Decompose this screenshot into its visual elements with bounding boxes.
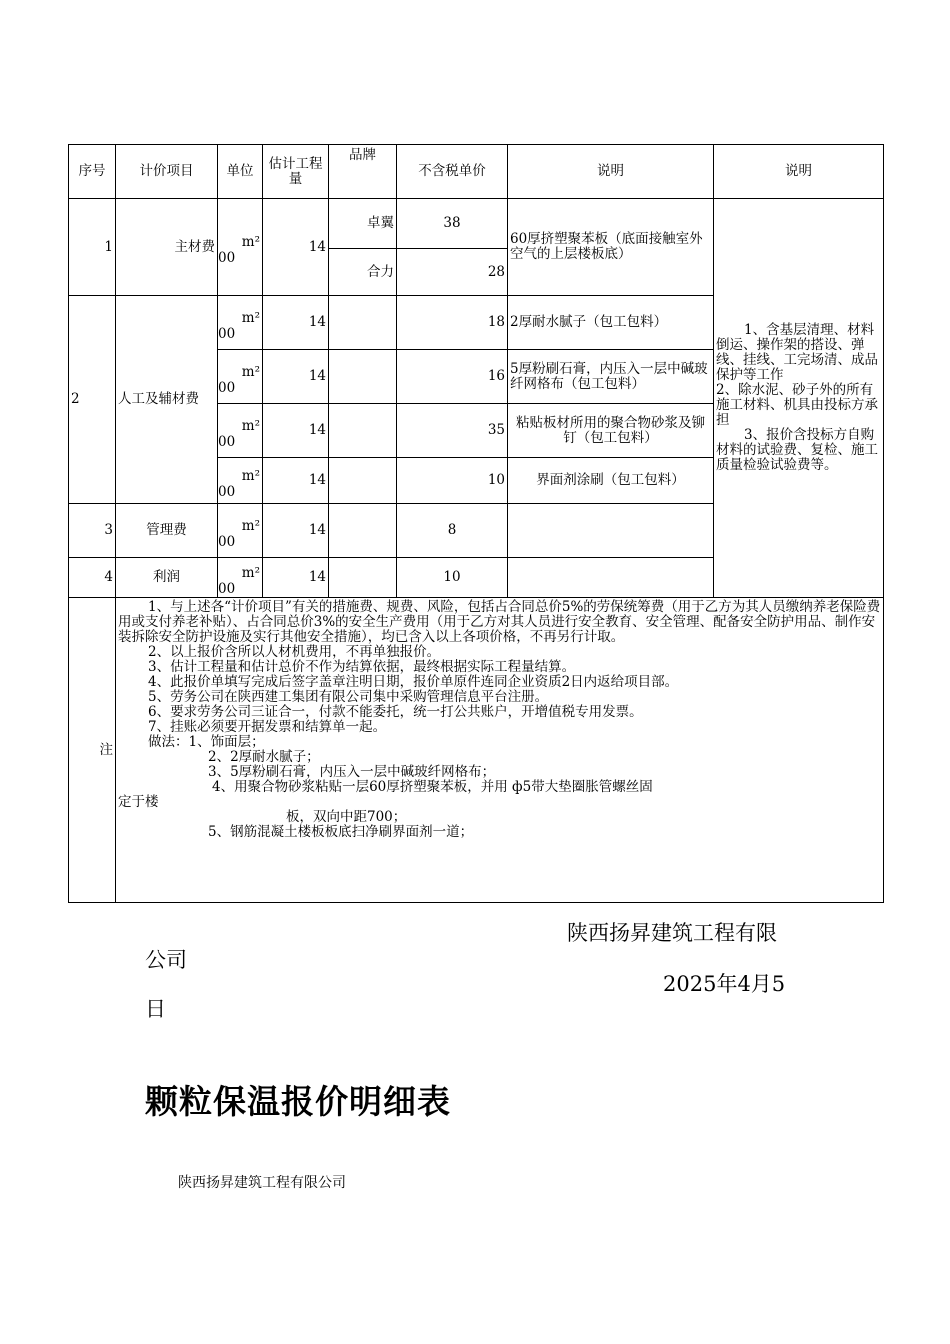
row-unit [218,199,263,296]
unit-symbol: m² [241,467,260,484]
method-3: 3、5厚粉刷石膏，内压入一层中碱玻纤网格布； [208,764,496,780]
header-brand: 品牌 [329,145,397,199]
row-brand: 合力 [329,249,397,296]
unit-suffix: 00 [218,580,236,597]
method-5: 5、钢筋混凝土楼板板底扫净刷界面剂一道； [208,824,474,840]
row-qty: 14 [263,458,329,504]
unit-suffix: 00 [218,433,236,450]
unit-suffix: 00 [218,483,236,500]
row-item: 主材费 [116,199,218,296]
row-brand [329,296,397,350]
scope-note-2: 2、除水泥、砂子外的所有施工材料、机具由投标方承担 [716,382,878,428]
scope-note-1: 1、含基层清理、材料倒运、操作架的搭设、弹线、挂线、工完场清、成品保护等工作 [716,322,878,383]
row-desc: 界面剂涂刷（包工包料） [508,458,714,504]
unit-symbol: m² [241,309,260,326]
unit-suffix: 00 [218,379,236,396]
row-price: 18 [397,296,508,350]
row-item: 人工及辅材费 [116,296,218,504]
note-6: 6、要求劳务公司三证合一，付款不能委托，统一打公共账户，开增值税专用发票。 [148,704,643,720]
row-price: 10 [397,458,508,504]
method-2: 2、2厚耐水腻子； [208,749,320,765]
notes-label: 注 [69,598,116,903]
quote-table [68,144,884,903]
row-item: 利润 [116,558,218,598]
notes-content [116,598,884,903]
row-item: 管理费 [116,504,218,558]
unit-symbol: m² [241,517,260,534]
scope-note [714,199,884,598]
row-unit [218,504,263,558]
table-row [69,199,884,249]
row-brand [329,404,397,458]
date-line2: 日 [145,997,166,1021]
row-brand [329,558,397,598]
method-4a: 4、用聚合物砂浆粘贴一层60厚挤塑聚苯板，并用 ф5带大垫圈胀管螺丝固 [212,779,653,795]
row-qty: 14 [263,296,329,350]
row-seq: 2 [69,296,116,504]
row-unit [218,350,263,404]
row-desc [508,504,714,558]
method-4c: 板，双向中距700； [286,809,407,825]
company-name-line1: 陕西扬昇建筑工程有限 [567,921,777,945]
row-seq: 3 [69,504,116,558]
row-brand [329,350,397,404]
unit-symbol: m² [241,234,260,250]
row-brand [329,458,397,504]
unit-suffix: 00 [218,533,236,550]
header-desc2: 说明 [714,145,884,199]
header-desc: 说明 [508,145,714,199]
company-name-line2: 公司 [145,948,187,972]
date-line1: 2025年4月5 [663,972,786,996]
row-unit [218,296,263,350]
row-qty: 14 [263,558,329,598]
row-desc: 2厚耐水腻子（包工包料） [508,296,714,350]
unit-symbol: m² [241,363,260,380]
unit-symbol: m² [241,564,260,581]
row-desc: 60厚挤塑聚苯板（底面接触室外空气的上层楼板底） [508,199,714,296]
unit-symbol: m² [241,417,260,434]
row-qty: 14 [263,199,329,296]
unit-suffix: 00 [218,250,236,266]
page-title: 颗粒保温报价明细表 [145,1082,451,1121]
row-brand [329,504,397,558]
row-desc [508,558,714,598]
row-price: 10 [397,558,508,598]
row-unit [218,458,263,504]
note-3: 3、估计工程量和估计总价不作为结算依据，最终根据实际工程量结算。 [148,659,576,675]
header-item: 计价项目 [116,145,218,199]
note-1: 1、与上述各“计价项目”有关的措施费、规费、风险，包括占合同总价5%的劳保统筹费（用于乙方为其人员缴纳养老保险费用或支付养老补贴）、占合同总价3%的安全生产费用（用于乙方对其人员进行安全教育、安全管理、配备安全防护用品、制作安装拆除安全防护设施及实行其他安全措施），均已含入以上各项价格，不再另行计取。 [118,599,881,645]
row-desc: 5厚粉刷石膏，内压入一层中碱玻纤网格布（包工包料） [508,350,714,404]
row-price: 16 [397,350,508,404]
row-price: 38 [397,199,508,249]
scope-note-3: 3、报价含投标方自购材料的试验费、复检、施工质量检验试验费等。 [716,427,878,473]
note-7: 7、挂账必须要开据发票和结算单一起。 [148,719,387,735]
row-seq: 4 [69,558,116,598]
row-price: 8 [397,504,508,558]
header-qty: 估计工程量 [263,145,329,199]
row-unit [218,404,263,458]
note-4: 4、此报价单填写完成后签字盖章注明日期，报价单原件连同企业资质2日内返给项目部。 [148,674,679,690]
row-price: 28 [397,249,508,296]
row-desc: 粘贴板材所用的聚合物砂浆及铆钉（包工包料） [508,404,714,458]
row-price: 35 [397,404,508,458]
header-unit: 单位 [218,145,263,199]
note-2: 2、以上报价含所以人材机费用，不再单独报价。 [148,644,441,660]
notes-row [69,598,884,903]
row-brand: 卓翼 [329,199,397,249]
footer-company: 陕西扬昇建筑工程有限公司 [178,1175,346,1191]
method-4b: 定于楼 [118,794,159,810]
row-unit [218,558,263,598]
unit-suffix: 00 [218,325,236,342]
method-0: 做法：1、饰面层； [148,734,265,750]
row-seq: 1 [69,199,116,296]
note-5: 5、劳务公司在陕西建工集团有限公司集中采购管理信息平台注册。 [148,689,549,705]
header-price: 不含税单价 [397,145,508,199]
header-row [69,145,884,199]
header-seq: 序号 [69,145,116,199]
row-qty: 14 [263,504,329,558]
row-qty: 14 [263,350,329,404]
row-qty: 14 [263,404,329,458]
